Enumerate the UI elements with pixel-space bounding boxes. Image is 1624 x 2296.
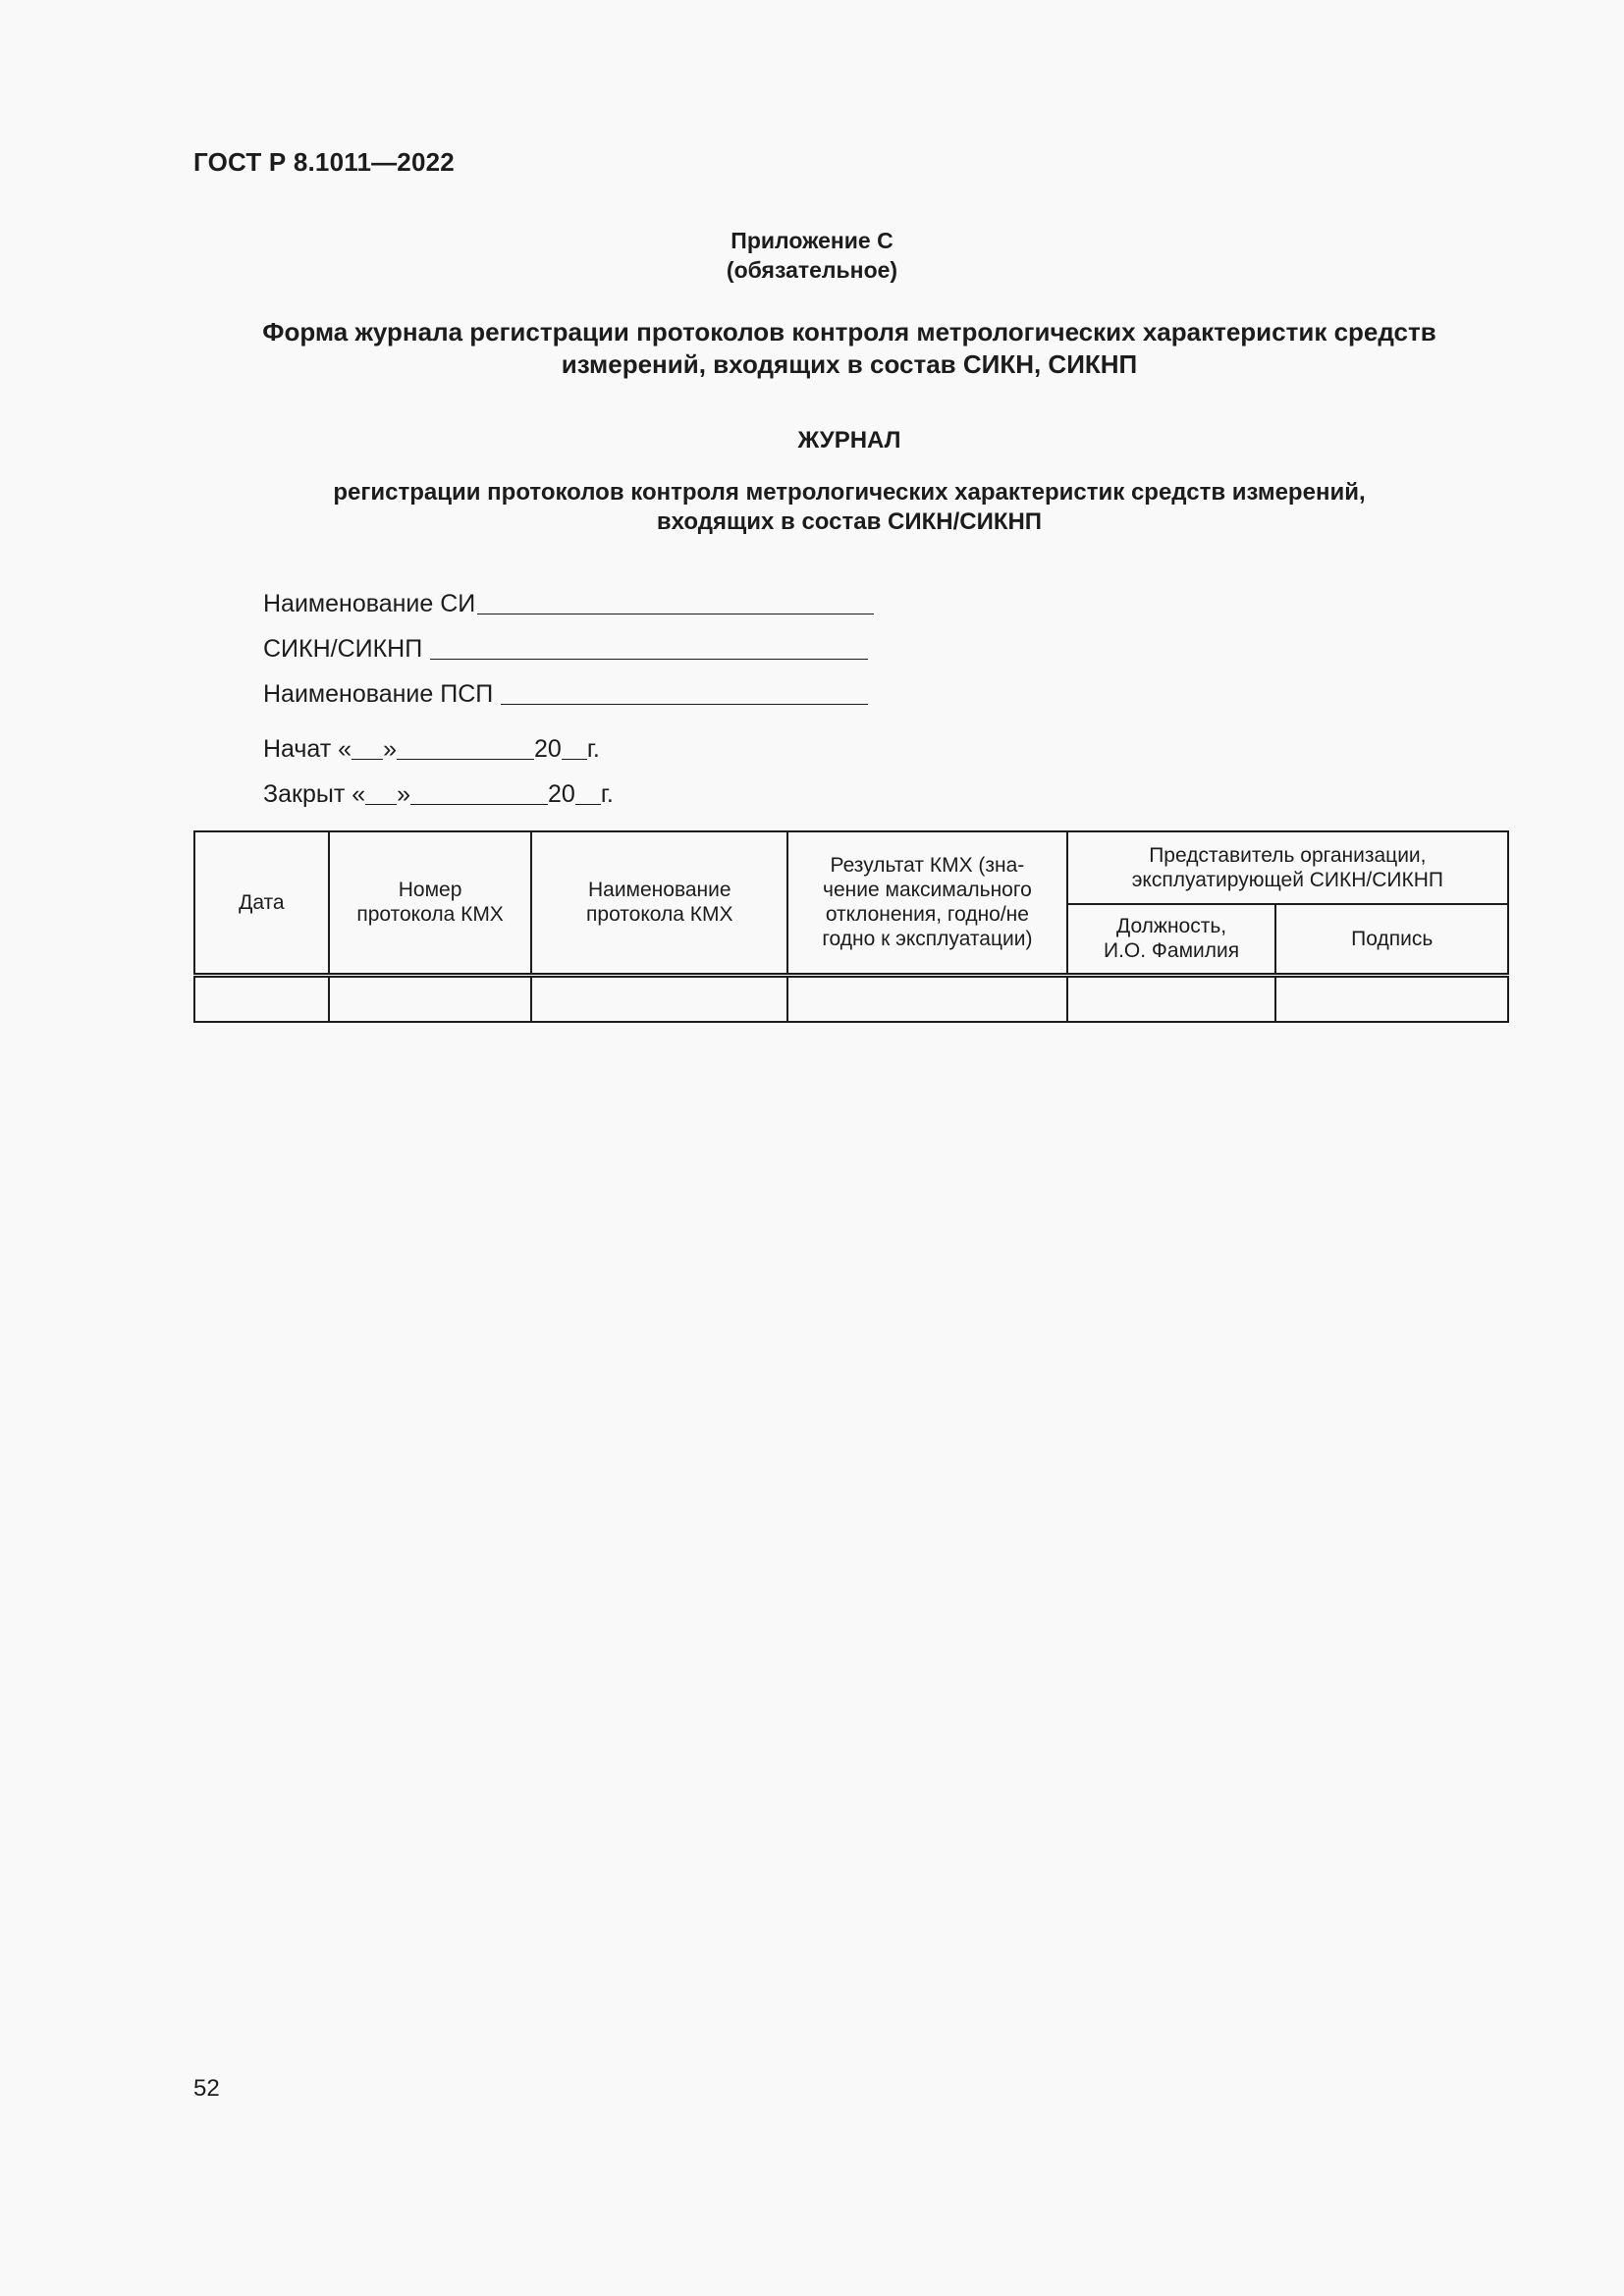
header-date bbox=[194, 831, 329, 975]
form-title-line-1: Форма журнала регистрации протоколов контроля метрологических характеристик средств bbox=[262, 317, 1436, 347]
date-closed-month-blank bbox=[410, 782, 548, 805]
date-started-day-blank bbox=[352, 737, 383, 760]
journal-fields bbox=[263, 573, 874, 709]
field-si-name-label: Наименование СИ bbox=[263, 590, 476, 617]
date-closed-year-blank bbox=[575, 782, 601, 805]
date-closed-year-suffix: г. bbox=[600, 780, 614, 808]
header-signature-label: Подпись bbox=[1351, 927, 1434, 950]
cell-date bbox=[194, 975, 329, 1022]
document-code: ГОСТ Р 8.1011—2022 bbox=[193, 147, 455, 177]
field-sikn-blank bbox=[430, 635, 868, 660]
journal-subtitle bbox=[255, 478, 1443, 537]
page-number: 52 bbox=[193, 2075, 220, 2102]
field-si-name-blank bbox=[477, 590, 874, 614]
form-title-line-2: измерений, входящих в состав СИКН, СИКНП bbox=[561, 349, 1138, 379]
header-position-line-2: И.О. Фамилия bbox=[1104, 939, 1240, 963]
header-kmx-result bbox=[787, 831, 1067, 975]
cell-protocol-name bbox=[531, 975, 787, 1022]
date-started bbox=[263, 719, 614, 764]
appendix-status: (обязательное) bbox=[726, 257, 898, 283]
journal-subtitle-line-2: входящих в состав СИКН/СИКНП bbox=[656, 508, 1043, 535]
date-started-label: Начат « bbox=[263, 735, 352, 763]
cell-signature bbox=[1275, 975, 1508, 1022]
date-started-quote: » bbox=[383, 735, 397, 763]
journal-table bbox=[193, 830, 1509, 1023]
date-closed-quote: » bbox=[397, 780, 411, 808]
header-protocol-number bbox=[329, 831, 532, 975]
header-representative-line-1: Представитель организации, bbox=[1149, 844, 1427, 867]
header-signature bbox=[1275, 904, 1508, 975]
date-started-month-blank bbox=[397, 737, 534, 760]
header-protocol-name bbox=[531, 831, 787, 975]
header-kmx-result-line-2: чение максимального bbox=[823, 879, 1032, 902]
field-sikn bbox=[263, 618, 874, 664]
date-closed-day-blank bbox=[365, 782, 397, 805]
cell-position-name bbox=[1067, 975, 1276, 1022]
cell-protocol-number bbox=[329, 975, 532, 1022]
form-title bbox=[196, 316, 1502, 381]
header-kmx-result-line-4: годно к эксплуатации) bbox=[822, 928, 1033, 951]
field-psp-name bbox=[263, 664, 874, 709]
header-position-line-1: Должность, bbox=[1115, 915, 1227, 938]
header-kmx-result-line-1: Результат КМХ (зна- bbox=[830, 854, 1025, 878]
field-sikn-label: СИКН/СИКНП bbox=[263, 635, 423, 663]
header-kmx-result-line-3: отклонения, годно/не bbox=[825, 903, 1029, 927]
date-started-year-blank bbox=[562, 737, 587, 760]
header-protocol-number-line-2: протокола КМХ bbox=[356, 903, 504, 927]
header-position-name bbox=[1067, 904, 1276, 975]
date-started-year-prefix: 20 bbox=[534, 735, 562, 763]
cell-kmx-result bbox=[787, 975, 1067, 1022]
appendix-heading bbox=[0, 226, 1624, 285]
journal-dates bbox=[263, 719, 614, 809]
header-protocol-name-line-1: Наименование bbox=[587, 879, 731, 902]
table-row bbox=[194, 975, 1508, 1022]
journal-subtitle-line-1: регистрации протоколов контроля метрологических характеристик средств измерений, bbox=[333, 479, 1366, 506]
header-protocol-name-line-2: протокола КМХ bbox=[586, 903, 733, 927]
header-organization-representative bbox=[1067, 831, 1508, 904]
table-header-row-1 bbox=[194, 831, 1508, 904]
field-psp-name-blank bbox=[501, 680, 868, 705]
header-representative-line-2: эксплуатирующей СИКН/СИКНП bbox=[1131, 869, 1444, 891]
date-closed bbox=[263, 764, 614, 809]
journal-heading: ЖУРНАЛ bbox=[797, 427, 901, 454]
appendix-title: Приложение С bbox=[731, 228, 893, 253]
date-closed-year-prefix: 20 bbox=[548, 780, 575, 808]
header-date-label: Дата bbox=[239, 890, 285, 914]
field-psp-name-label: Наименование ПСП bbox=[263, 680, 494, 708]
field-si-name bbox=[263, 573, 874, 618]
date-closed-label: Закрыт « bbox=[263, 780, 366, 808]
header-protocol-number-line-1: Номер bbox=[398, 879, 462, 902]
date-started-year-suffix: г. bbox=[586, 735, 600, 763]
